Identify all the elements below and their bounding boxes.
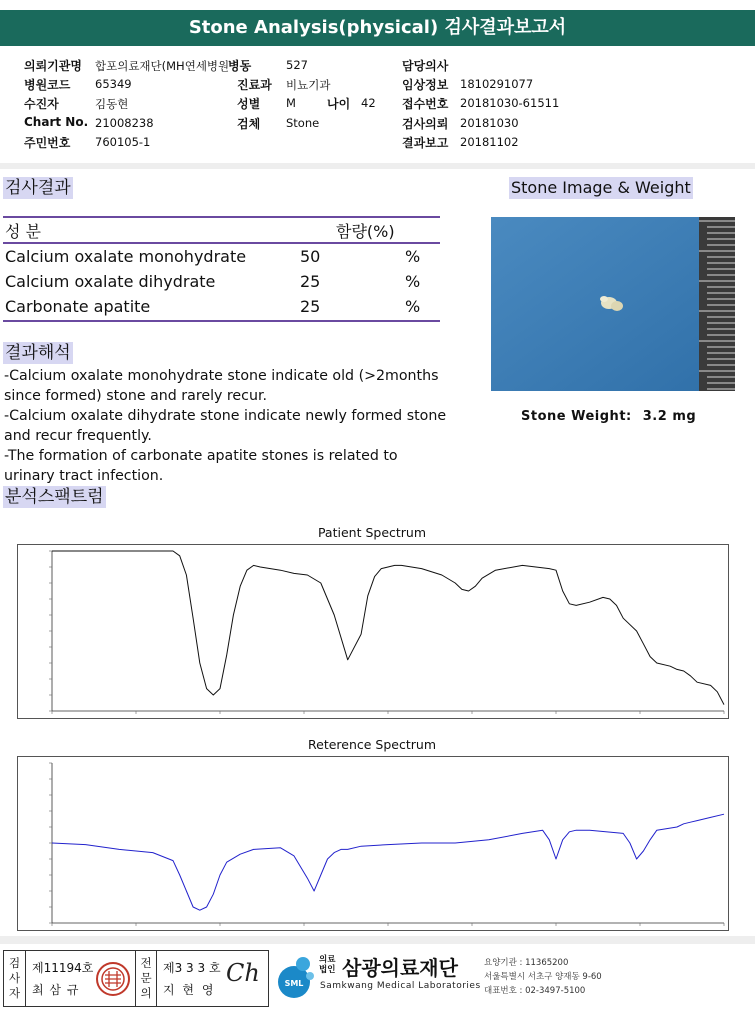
info-value: 김동현: [95, 97, 129, 111]
stone-weight-label: Stone Weight:: [521, 409, 632, 424]
table-header-rule: [3, 242, 440, 244]
org-info-line: 서울특별시 서초구 양재동 9-60: [484, 972, 602, 982]
info-label: 수진자: [24, 97, 59, 111]
info-label: 병동: [228, 59, 252, 73]
interpretation-heading: 결과해석: [5, 343, 71, 363]
info-label: 나이: [327, 97, 351, 111]
column-component: 성 분: [5, 222, 41, 241]
interpretation-line: -Calcium oxalate dihydrate stone indicate newly formed stone: [4, 408, 447, 424]
info-label: 담당의사: [402, 59, 449, 73]
plot-axes: [52, 551, 724, 711]
result-unit: %: [405, 297, 421, 316]
info-value: 20181030-61511: [460, 96, 560, 110]
org-prefix-top: 의료: [319, 955, 336, 965]
info-label: 접수번호: [402, 97, 449, 111]
org-prefix-bottom: 법인: [319, 965, 336, 975]
interpretation-text: [4, 366, 484, 486]
stone-weight: [521, 409, 696, 424]
result-name: Calcium oxalate monohydrate: [5, 247, 247, 266]
org-info: [484, 956, 602, 998]
patient-spectrum-title: Patient Spectrum: [317, 525, 427, 540]
info-label: 의뢰기관명: [24, 59, 82, 73]
org-name: 삼광의료재단: [342, 956, 458, 980]
info-value: 20181102: [460, 135, 519, 149]
result-name: Calcium oxalate dihydrate: [5, 272, 216, 291]
info-value: 65349: [95, 77, 132, 91]
info-label: 성별: [237, 97, 261, 111]
org-prefix: [319, 955, 335, 975]
stone-photo: [491, 217, 735, 391]
info-value: 42: [361, 96, 376, 110]
footer-divider: [0, 936, 755, 944]
interpretation-line: urinary tract infection.: [4, 468, 164, 484]
result-amount: 25: [300, 297, 321, 316]
result-amount: 25: [300, 272, 321, 291]
info-value: 합포의료재단(MH연세병원: [95, 59, 230, 73]
org-english-name: Samkwang Medical Laboratories: [320, 981, 481, 991]
examiner-name: 최 삼 규: [32, 983, 80, 997]
sml-logo: [272, 952, 318, 1004]
interpretation-line: -The formation of carbonate apatite stones is related to: [4, 448, 398, 464]
specialist-name: 지 현 영: [163, 983, 216, 997]
results-heading: 검사결과: [5, 178, 71, 198]
result-unit: %: [405, 272, 421, 291]
interpretation-line: and recur frequently.: [4, 428, 152, 444]
info-value: Stone: [286, 116, 320, 130]
info-label: 결과보고: [402, 136, 449, 150]
result-amount: 50: [300, 247, 321, 266]
info-value: 1810291077: [460, 77, 534, 91]
info-label: 병원코드: [24, 78, 71, 92]
info-label: Chart No.: [24, 115, 89, 129]
interpretation-line: since formed) stone and rarely recur.: [4, 388, 267, 404]
result-name: Carbonate apatite: [5, 297, 151, 316]
info-value: 760105-1: [95, 135, 151, 149]
reference-spectrum-chart: [17, 756, 729, 931]
org-info-line: 대표번호 : 02-3497-5100: [484, 986, 586, 996]
info-value: 비뇨기과: [286, 78, 331, 92]
plot-axes: [52, 763, 724, 923]
org-info-line: 요양기관 : 11365200: [484, 958, 569, 968]
patient-spectrum-plot: [18, 545, 728, 718]
patient-spectrum-chart: [17, 544, 729, 719]
spectrum-line: [52, 551, 724, 705]
info-label: 진료과: [237, 78, 272, 92]
column-amount: 함량(%): [336, 222, 395, 241]
info-label: 검체: [237, 117, 261, 131]
examiner-seal: [95, 961, 131, 1001]
info-value: M: [286, 96, 296, 110]
examiner-label: 검사자: [4, 951, 26, 1006]
section-divider: [0, 163, 755, 169]
specialist-signature: Ch: [226, 959, 260, 987]
reference-spectrum-plot: [18, 757, 728, 930]
info-label: 임상정보: [402, 78, 449, 92]
signature-table: [3, 950, 269, 1007]
specialist-label: 전문의: [135, 951, 157, 1006]
reference-spectrum-title: Reterence Spectrum: [308, 737, 436, 752]
info-label: 검사의뢰: [402, 117, 449, 131]
examiner-license: 제11194호: [32, 961, 94, 975]
logo-abbr: SML: [284, 979, 304, 988]
info-value: 21008238: [95, 116, 154, 130]
report-title: Stone Analysis(physical) 검사결과보고서: [0, 10, 755, 46]
stone-weight-value: 3.2 mg: [642, 409, 697, 424]
result-unit: %: [405, 247, 421, 266]
stone-image-heading: Stone Image & Weight: [511, 178, 691, 197]
spectrum-heading: 분석스팩트럼: [5, 487, 104, 507]
table-bottom-rule: [3, 320, 440, 322]
spectrum-line: [52, 814, 724, 910]
info-value: 20181030: [460, 116, 519, 130]
table-top-rule: [3, 216, 440, 218]
specialist-license: 제3 3 3 호: [163, 961, 221, 975]
interpretation-line: -Calcium oxalate monohydrate stone indicate old (>2months: [4, 368, 439, 384]
info-value: 527: [286, 58, 308, 72]
info-label: 주민번호: [24, 136, 71, 150]
